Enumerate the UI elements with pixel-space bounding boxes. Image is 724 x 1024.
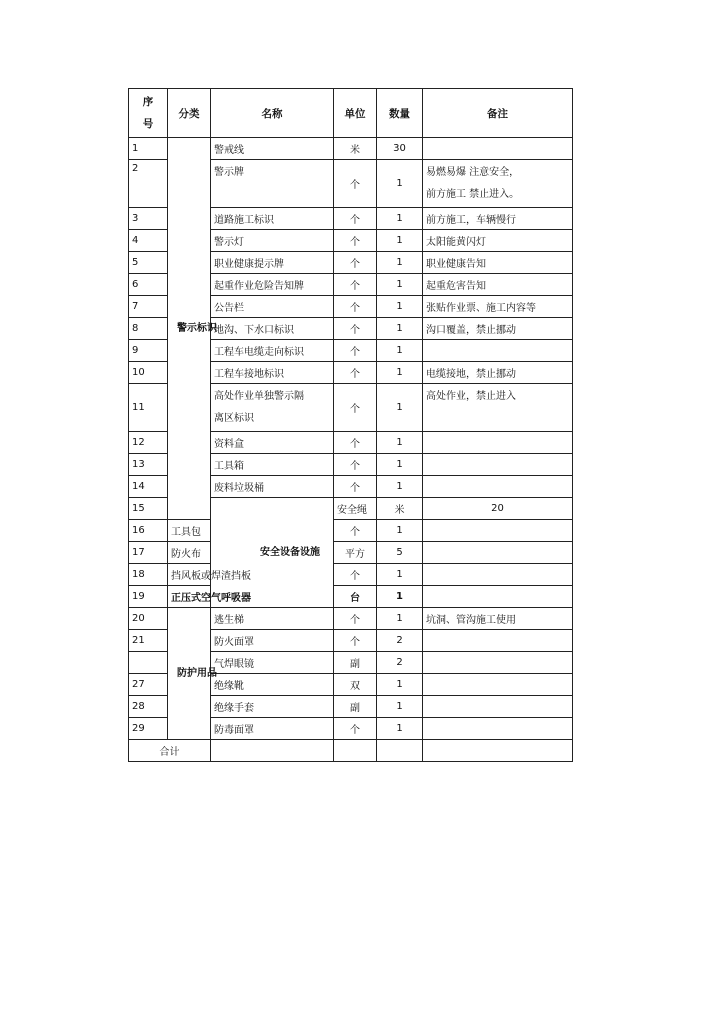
row-name: 绝缘手套 — [211, 696, 334, 718]
row-name: 警戒线 — [211, 138, 334, 160]
row-name: 绝缘靴 — [211, 674, 334, 696]
row-seq: 16 — [129, 520, 168, 542]
row-remark: 太阳能黄闪灯 — [423, 230, 573, 252]
row-remark: 张贴作业票、施工内容等 — [423, 296, 573, 318]
row-name: 工程车接地标识 — [211, 362, 334, 384]
row-unit: 个 — [334, 318, 377, 340]
row-seq: 4 — [129, 230, 168, 252]
row-qty: 1 — [377, 160, 423, 208]
row-unit: 台 — [334, 586, 377, 608]
row-unit: 个 — [334, 296, 377, 318]
row-seq: 12 — [129, 432, 168, 454]
row-name: 警示牌 — [211, 160, 334, 208]
row-qty: 1 — [377, 696, 423, 718]
row-qty: 1 — [377, 230, 423, 252]
category-warning-sign: 警示标识 — [168, 138, 211, 520]
row-remark — [423, 160, 573, 208]
row-unit: 个 — [334, 454, 377, 476]
table-row — [129, 586, 573, 608]
row-remark: 沟口覆盖，禁止挪动 — [423, 318, 573, 340]
row-unit: 个 — [334, 274, 377, 296]
row-remark — [423, 630, 573, 652]
row-qty: 1 — [377, 454, 423, 476]
total-label: 合计 — [129, 740, 211, 762]
row-name-line1: 高处作业单独警示隔 — [214, 390, 304, 402]
row-name: 防毒面罩 — [211, 718, 334, 740]
row-name: 工程车电缆走向标识 — [211, 340, 334, 362]
row-remark — [423, 454, 573, 476]
row-name: 资料盒 — [211, 432, 334, 454]
row-qty: 2 — [377, 630, 423, 652]
row-seq: 1 — [129, 138, 168, 160]
row-seq: 17 — [129, 542, 168, 564]
row-remark — [423, 138, 573, 160]
total-qty — [377, 740, 423, 762]
category-protective-gear: 防护用品 — [168, 608, 211, 740]
row-unit: 个 — [334, 340, 377, 362]
row-qty: 1 — [377, 296, 423, 318]
row-name-line2: 离区标识 — [214, 412, 254, 424]
row-qty: 1 — [377, 318, 423, 340]
row-remark — [423, 718, 573, 740]
row-remark — [423, 476, 573, 498]
row-name: 工具包 — [168, 520, 211, 542]
row-qty: 20 — [423, 498, 573, 520]
row-remark — [423, 652, 573, 674]
header-unit: 单位 — [334, 89, 377, 138]
row-remark — [423, 564, 573, 586]
row-remark: 起重危害告知 — [423, 274, 573, 296]
total-row — [129, 740, 573, 762]
row-unit: 个 — [334, 160, 377, 208]
row-name: 警示灯 — [211, 230, 334, 252]
row-qty: 30 — [377, 138, 423, 160]
header-seq: 序号 — [129, 89, 168, 138]
row-remark — [423, 432, 573, 454]
row-name: 公告栏 — [211, 296, 334, 318]
row-remark: 高处作业，禁止进入 — [423, 384, 573, 432]
row-remark-line1: 易燃易爆 注意安全， — [426, 166, 520, 178]
row-seq: 21 — [129, 630, 168, 652]
row-qty: 1 — [377, 674, 423, 696]
row-qty: 1 — [377, 362, 423, 384]
row-qty: 1 — [377, 208, 423, 230]
header-remark: 备注 — [423, 89, 573, 138]
row-seq: 11 — [129, 384, 168, 432]
row-unit: 米 — [377, 498, 423, 520]
row-unit: 个 — [334, 252, 377, 274]
row-seq: 6 — [129, 274, 168, 296]
row-remark-line2: 前方施工 禁止进入。 — [426, 188, 520, 200]
row-remark — [423, 340, 573, 362]
row-seq: 29 — [129, 718, 168, 740]
row-remark — [423, 696, 573, 718]
row-name: 气焊眼镜 — [211, 652, 334, 674]
row-name: 道路施工标识 — [211, 208, 334, 230]
row-qty: 1 — [377, 476, 423, 498]
row-unit: 个 — [334, 432, 377, 454]
row-remark — [423, 586, 573, 608]
row-seq: 5 — [129, 252, 168, 274]
row-unit: 副 — [334, 652, 377, 674]
row-seq — [129, 652, 168, 674]
row-name: 正压式空气呼吸器 — [168, 586, 211, 608]
row-remark: 前方施工，车辆慢行 — [423, 208, 573, 230]
row-unit: 个 — [334, 208, 377, 230]
row-qty: 1 — [377, 564, 423, 586]
header-category: 分类 — [168, 89, 211, 138]
row-qty: 1 — [377, 432, 423, 454]
row-unit: 个 — [334, 608, 377, 630]
row-unit: 平方 — [334, 542, 377, 564]
row-remark — [423, 520, 573, 542]
row-name: 逃生梯 — [211, 608, 334, 630]
row-seq: 2 — [129, 160, 168, 208]
row-remark: 职业健康告知 — [423, 252, 573, 274]
row-seq: 7 — [129, 296, 168, 318]
total-remark — [423, 740, 573, 762]
row-seq: 15 — [129, 498, 168, 520]
row-unit: 副 — [334, 696, 377, 718]
row-seq: 27 — [129, 674, 168, 696]
row-qty: 2 — [377, 652, 423, 674]
row-qty: 1 — [377, 718, 423, 740]
row-seq: 10 — [129, 362, 168, 384]
row-name: 挡风板或焊渣挡板 — [168, 564, 211, 586]
row-remark: 坑洞、管沟施工使用 — [423, 608, 573, 630]
row-seq: 28 — [129, 696, 168, 718]
header-row — [129, 89, 573, 138]
row-seq: 18 — [129, 564, 168, 586]
row-remark — [423, 674, 573, 696]
row-unit: 个 — [334, 564, 377, 586]
row-qty: 1 — [377, 252, 423, 274]
row-seq: 13 — [129, 454, 168, 476]
row-unit: 个 — [334, 520, 377, 542]
table-row — [129, 138, 573, 160]
row-unit: 米 — [334, 138, 377, 160]
row-name: 地沟、下水口标识 — [211, 318, 334, 340]
row-seq: 3 — [129, 208, 168, 230]
row-qty: 1 — [377, 274, 423, 296]
row-unit: 双 — [334, 674, 377, 696]
row-unit: 个 — [334, 476, 377, 498]
row-name: 废料垃圾桶 — [211, 476, 334, 498]
row-name: 工具箱 — [211, 454, 334, 476]
row-seq: 19 — [129, 586, 168, 608]
row-seq: 9 — [129, 340, 168, 362]
total-unit — [334, 740, 377, 762]
row-qty: 1 — [377, 608, 423, 630]
row-name: 职业健康提示牌 — [211, 252, 334, 274]
table-row — [129, 520, 573, 542]
row-qty: 1 — [377, 586, 423, 608]
row-name — [211, 384, 334, 432]
row-qty: 1 — [377, 384, 423, 432]
table-row — [129, 608, 573, 630]
row-name: 起重作业危险告知牌 — [211, 274, 334, 296]
row-unit: 个 — [334, 362, 377, 384]
row-unit: 个 — [334, 384, 377, 432]
row-unit: 个 — [334, 630, 377, 652]
row-qty: 5 — [377, 542, 423, 564]
header-qty: 数量 — [377, 89, 423, 138]
row-unit: 个 — [334, 718, 377, 740]
row-name: 防火布 — [168, 542, 211, 564]
row-qty: 1 — [377, 340, 423, 362]
category-safety-equipment: 安全设备设施 — [211, 498, 334, 608]
row-remark: 电缆接地，禁止挪动 — [423, 362, 573, 384]
row-name: 防火面罩 — [211, 630, 334, 652]
row-qty: 1 — [377, 520, 423, 542]
table-row — [129, 542, 573, 564]
row-name: 安全绳 — [334, 498, 377, 520]
row-seq: 14 — [129, 476, 168, 498]
inventory-table — [128, 88, 573, 762]
row-unit: 个 — [334, 230, 377, 252]
row-seq: 8 — [129, 318, 168, 340]
table-row — [129, 564, 573, 586]
row-seq: 20 — [129, 608, 168, 630]
row-remark — [423, 542, 573, 564]
total-name — [211, 740, 334, 762]
header-name: 名称 — [211, 89, 334, 138]
